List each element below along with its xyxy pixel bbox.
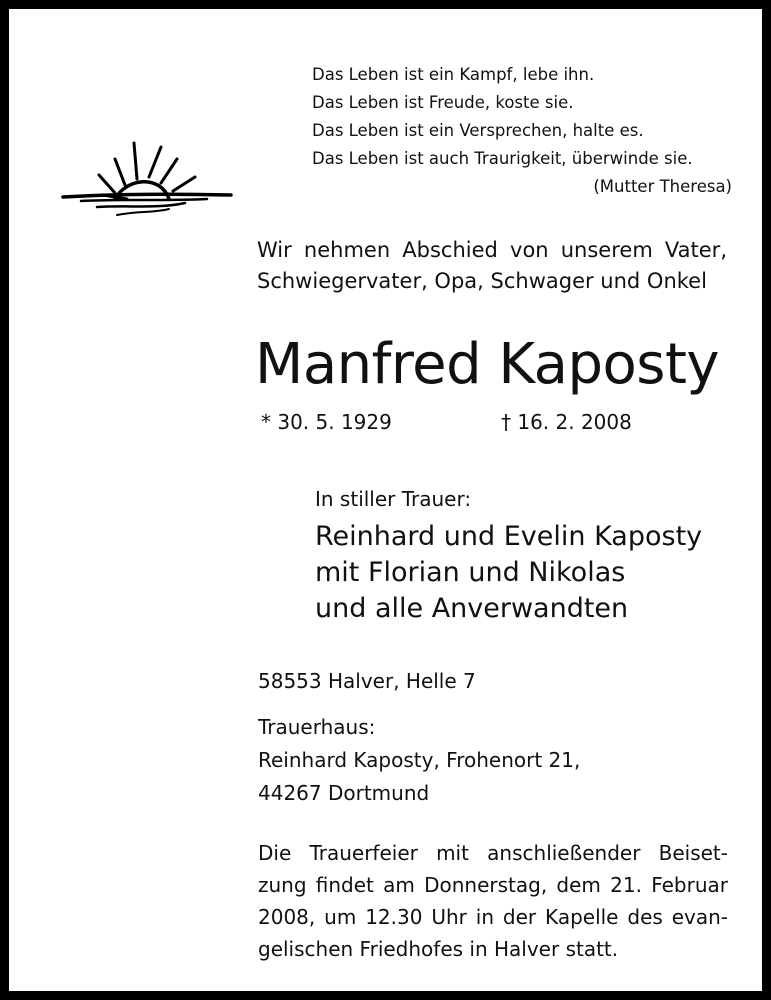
- service-line: gelischen Friedhofes in Halver statt.: [258, 937, 619, 961]
- poem-line: Das Leben ist ein Kampf, lebe ihn.: [312, 65, 595, 84]
- mourning-house: [258, 711, 580, 810]
- service-line: zung findet am Donnerstag, dem 21. Februar: [258, 873, 728, 897]
- mourning-house-street: Reinhard Kaposty, Frohenort 21,: [258, 748, 581, 772]
- mourning-label: In stiller Trauer:: [315, 487, 472, 511]
- mourner-line: Reinhard und Evelin Kaposty: [315, 521, 703, 552]
- poem: [312, 61, 732, 201]
- death-date: † 16. 2. 2008: [501, 410, 632, 434]
- poem-line: Das Leben ist ein Versprechen, halte es.: [312, 121, 644, 140]
- mourner-line: mit Florian und Nikolas: [315, 557, 626, 588]
- mourner-line: und alle Anverwandten: [315, 593, 629, 624]
- family-address: 58553 Halver, Helle 7: [258, 669, 476, 693]
- deceased-name: Manfred Kaposty: [255, 332, 720, 397]
- farewell-intro: [257, 235, 727, 297]
- funeral-service-notice: [258, 837, 728, 965]
- service-line: 2008, um 12.30 Uhr in der Kapelle des evan-: [258, 905, 728, 929]
- poem-line: Das Leben ist Freude, koste sie.: [312, 93, 574, 112]
- mourners-list: [315, 519, 702, 627]
- poem-line: Das Leben ist auch Traurigkeit, überwinde sie.: [312, 149, 693, 168]
- service-line: Die Trauerfeier mit anschließender Beiset-: [258, 841, 728, 865]
- poem-attribution: (Mutter Theresa): [593, 177, 732, 196]
- intro-line: Wir nehmen Abschied von unserem Vater,: [257, 238, 727, 262]
- setting-sun-icon: [57, 135, 237, 225]
- mourning-house-label: Trauerhaus:: [258, 715, 376, 739]
- intro-line: Schwiegervater, Opa, Schwager und Onkel: [257, 269, 707, 293]
- mourning-house-city: 44267 Dortmund: [258, 781, 430, 805]
- birth-date: * 30. 5. 1929: [261, 410, 392, 434]
